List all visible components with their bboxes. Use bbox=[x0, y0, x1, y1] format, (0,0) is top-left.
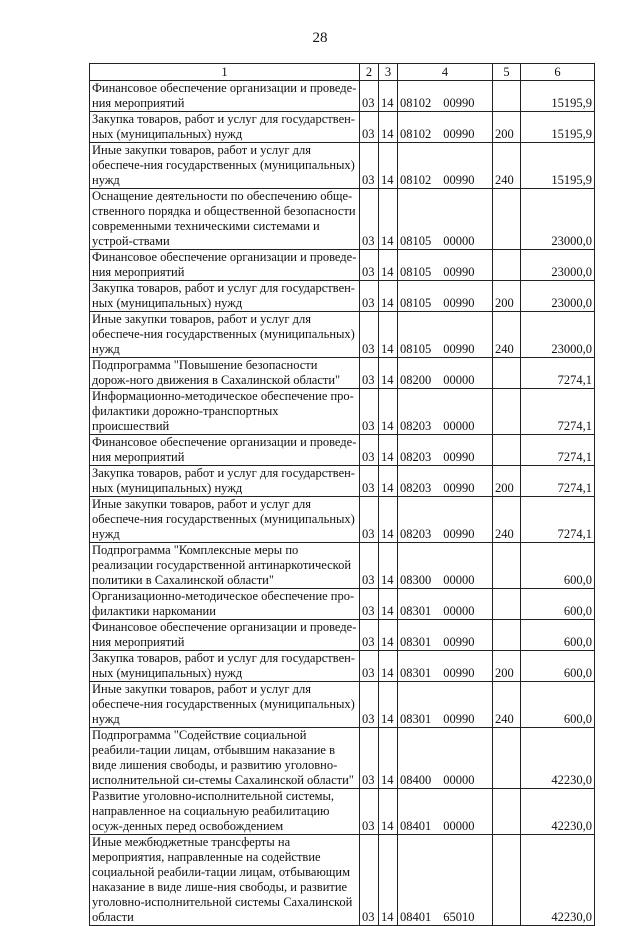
row-name: Иные закупки товаров, работ и услуг для обеспече-ния государственных (муниципальных) нужд bbox=[90, 497, 360, 543]
target-article-code bbox=[398, 358, 493, 389]
target-article-code bbox=[398, 835, 493, 926]
direction-code: 00000 bbox=[443, 573, 475, 587]
expense-type-code: 200 bbox=[493, 281, 521, 312]
row-name: Финансовое обеспечение организации и проведе-ния мероприятий bbox=[90, 81, 360, 112]
section-code: 03 bbox=[360, 250, 379, 281]
section-code: 03 bbox=[360, 620, 379, 651]
table-row bbox=[90, 189, 595, 250]
expense-type-code bbox=[493, 189, 521, 250]
amount: 42230,0 bbox=[521, 835, 595, 926]
program-code: 08203 bbox=[400, 419, 432, 433]
table-row bbox=[90, 312, 595, 358]
column-header-3: 3 bbox=[379, 64, 398, 81]
section-code: 03 bbox=[360, 312, 379, 358]
section-code: 03 bbox=[360, 281, 379, 312]
expense-type-code: 200 bbox=[493, 112, 521, 143]
subsection-code: 14 bbox=[379, 250, 398, 281]
table-row bbox=[90, 728, 595, 789]
expense-type-code bbox=[493, 835, 521, 926]
section-code: 03 bbox=[360, 589, 379, 620]
table-row bbox=[90, 651, 595, 682]
direction-code: 00000 bbox=[443, 234, 475, 248]
target-article-code bbox=[398, 589, 493, 620]
expense-type-code bbox=[493, 358, 521, 389]
amount: 7274,1 bbox=[521, 358, 595, 389]
program-code: 08400 bbox=[400, 773, 432, 787]
amount: 7274,1 bbox=[521, 435, 595, 466]
budget-table bbox=[89, 63, 595, 926]
expense-type-code: 240 bbox=[493, 497, 521, 543]
section-code: 03 bbox=[360, 789, 379, 835]
target-article-code bbox=[398, 435, 493, 466]
table-row bbox=[90, 466, 595, 497]
program-code: 08301 bbox=[400, 712, 432, 726]
subsection-code: 14 bbox=[379, 466, 398, 497]
program-code: 08401 bbox=[400, 910, 432, 924]
row-name: Организационно-методическое обеспечение про-филактики наркомании bbox=[90, 589, 360, 620]
target-article-code bbox=[398, 81, 493, 112]
expense-type-code bbox=[493, 250, 521, 281]
program-code: 08105 bbox=[400, 234, 432, 248]
row-name: Финансовое обеспечение организации и проведе-ния мероприятий bbox=[90, 250, 360, 281]
subsection-code: 14 bbox=[379, 312, 398, 358]
amount: 42230,0 bbox=[521, 789, 595, 835]
amount: 42230,0 bbox=[521, 728, 595, 789]
row-name: Развитие уголовно-исполнительной системы, направленное на социальную реабилитацию осуж-денных перед освобождением bbox=[90, 789, 360, 835]
program-code: 08300 bbox=[400, 573, 432, 587]
program-code: 08105 bbox=[400, 296, 432, 310]
row-name: Финансовое обеспечение организации и проведе-ния мероприятий bbox=[90, 435, 360, 466]
section-code: 03 bbox=[360, 189, 379, 250]
subsection-code: 14 bbox=[379, 497, 398, 543]
subsection-code: 14 bbox=[379, 389, 398, 435]
section-code: 03 bbox=[360, 389, 379, 435]
direction-code: 00000 bbox=[443, 373, 475, 387]
amount: 600,0 bbox=[521, 543, 595, 589]
section-code: 03 bbox=[360, 728, 379, 789]
target-article-code bbox=[398, 789, 493, 835]
amount: 15195,9 bbox=[521, 81, 595, 112]
target-article-code bbox=[398, 250, 493, 281]
target-article-code bbox=[398, 312, 493, 358]
expense-type-code bbox=[493, 435, 521, 466]
direction-code: 00000 bbox=[443, 419, 475, 433]
header-row bbox=[90, 64, 595, 81]
row-name: Оснащение деятельности по обеспечению обще-ственного порядка и общественной безопасности современными техническими системами и устрой-ствами bbox=[90, 189, 360, 250]
expense-type-code bbox=[493, 389, 521, 435]
program-code: 08301 bbox=[400, 635, 432, 649]
subsection-code: 14 bbox=[379, 728, 398, 789]
table-row bbox=[90, 81, 595, 112]
section-code: 03 bbox=[360, 543, 379, 589]
direction-code: 00990 bbox=[443, 635, 475, 649]
section-code: 03 bbox=[360, 81, 379, 112]
target-article-code bbox=[398, 682, 493, 728]
direction-code: 00990 bbox=[443, 127, 475, 141]
section-code: 03 bbox=[360, 143, 379, 189]
subsection-code: 14 bbox=[379, 281, 398, 312]
target-article-code bbox=[398, 497, 493, 543]
section-code: 03 bbox=[360, 112, 379, 143]
page-number: 28 bbox=[312, 30, 328, 46]
subsection-code: 14 bbox=[379, 189, 398, 250]
subsection-code: 14 bbox=[379, 435, 398, 466]
table-row bbox=[90, 435, 595, 466]
table-row bbox=[90, 358, 595, 389]
program-code: 08203 bbox=[400, 481, 432, 495]
program-code: 08301 bbox=[400, 666, 432, 680]
amount: 7274,1 bbox=[521, 466, 595, 497]
program-code: 08401 bbox=[400, 819, 432, 833]
target-article-code bbox=[398, 281, 493, 312]
subsection-code: 14 bbox=[379, 835, 398, 926]
program-code: 08102 bbox=[400, 96, 432, 110]
program-code: 08203 bbox=[400, 450, 432, 464]
table-row bbox=[90, 497, 595, 543]
target-article-code bbox=[398, 466, 493, 497]
column-header-5: 5 bbox=[493, 64, 521, 81]
amount: 600,0 bbox=[521, 682, 595, 728]
target-article-code bbox=[398, 112, 493, 143]
table-row bbox=[90, 250, 595, 281]
section-code: 03 bbox=[360, 835, 379, 926]
target-article-code bbox=[398, 543, 493, 589]
direction-code: 00990 bbox=[443, 296, 475, 310]
row-name: Иные закупки товаров, работ и услуг для обеспече-ния государственных (муниципальных) нужд bbox=[90, 312, 360, 358]
subsection-code: 14 bbox=[379, 81, 398, 112]
column-header-1: 1 bbox=[90, 64, 360, 81]
subsection-code: 14 bbox=[379, 651, 398, 682]
target-article-code bbox=[398, 143, 493, 189]
amount: 7274,1 bbox=[521, 389, 595, 435]
direction-code: 00990 bbox=[443, 527, 475, 541]
row-name: Подпрограмма "Повышение безопасности дорож-ного движения в Сахалинской области" bbox=[90, 358, 360, 389]
direction-code: 00990 bbox=[443, 481, 475, 495]
target-article-code bbox=[398, 389, 493, 435]
direction-code: 00000 bbox=[443, 819, 475, 833]
expense-type-code: 240 bbox=[493, 312, 521, 358]
section-code: 03 bbox=[360, 435, 379, 466]
target-article-code bbox=[398, 620, 493, 651]
direction-code: 00990 bbox=[443, 96, 475, 110]
subsection-code: 14 bbox=[379, 589, 398, 620]
direction-code: 00990 bbox=[443, 712, 475, 726]
amount: 15195,9 bbox=[521, 112, 595, 143]
direction-code: 00990 bbox=[443, 265, 475, 279]
amount: 23000,0 bbox=[521, 250, 595, 281]
amount: 600,0 bbox=[521, 651, 595, 682]
amount: 23000,0 bbox=[521, 312, 595, 358]
table-row bbox=[90, 620, 595, 651]
direction-code: 00990 bbox=[443, 450, 475, 464]
amount: 600,0 bbox=[521, 620, 595, 651]
program-code: 08105 bbox=[400, 265, 432, 279]
row-name: Подпрограмма "Содействие социальной реабили-тации лицам, отбывшим наказание в виде лишения свободы, и развитию уголовно-исполнительной си-стемы Сахалинской области" bbox=[90, 728, 360, 789]
section-code: 03 bbox=[360, 466, 379, 497]
amount: 23000,0 bbox=[521, 189, 595, 250]
amount: 600,0 bbox=[521, 589, 595, 620]
table-row bbox=[90, 112, 595, 143]
row-name: Подпрограмма "Комплексные меры по реализации государственной антинаркотической политики в Сахалинской области" bbox=[90, 543, 360, 589]
column-header-4: 4 bbox=[398, 64, 493, 81]
row-name: Иные закупки товаров, работ и услуг для обеспече-ния государственных (муниципальных) нужд bbox=[90, 682, 360, 728]
expense-type-code: 200 bbox=[493, 651, 521, 682]
direction-code: 00990 bbox=[443, 173, 475, 187]
expense-type-code: 240 bbox=[493, 682, 521, 728]
subsection-code: 14 bbox=[379, 682, 398, 728]
amount: 23000,0 bbox=[521, 281, 595, 312]
table-row bbox=[90, 543, 595, 589]
subsection-code: 14 bbox=[379, 112, 398, 143]
subsection-code: 14 bbox=[379, 789, 398, 835]
subsection-code: 14 bbox=[379, 620, 398, 651]
row-name: Финансовое обеспечение организации и проведе-ния мероприятий bbox=[90, 620, 360, 651]
direction-code: 00000 bbox=[443, 773, 475, 787]
table-row bbox=[90, 389, 595, 435]
row-name: Закупка товаров, работ и услуг для государствен-ных (муниципальных) нужд bbox=[90, 281, 360, 312]
row-name: Иные межбюджетные трансферты на мероприятия, направленные на содействие социальной реабили-тации лицам, отбывающим наказание в виде лише-ния свободы, и развитие уголовно-исполнительной системы Сахалинской области bbox=[90, 835, 360, 926]
section-code: 03 bbox=[360, 497, 379, 543]
subsection-code: 14 bbox=[379, 543, 398, 589]
table-row bbox=[90, 589, 595, 620]
table-row bbox=[90, 143, 595, 189]
column-header-6: 6 bbox=[521, 64, 595, 81]
expense-type-code bbox=[493, 789, 521, 835]
row-name: Закупка товаров, работ и услуг для государствен-ных (муниципальных) нужд bbox=[90, 112, 360, 143]
expense-type-code bbox=[493, 620, 521, 651]
program-code: 08102 bbox=[400, 173, 432, 187]
program-code: 08203 bbox=[400, 527, 432, 541]
table-row bbox=[90, 682, 595, 728]
expense-type-code bbox=[493, 543, 521, 589]
section-code: 03 bbox=[360, 358, 379, 389]
program-code: 08102 bbox=[400, 127, 432, 141]
target-article-code bbox=[398, 651, 493, 682]
row-name: Иные закупки товаров, работ и услуг для обеспече-ния государственных (муниципальных) нужд bbox=[90, 143, 360, 189]
section-code: 03 bbox=[360, 682, 379, 728]
program-code: 08301 bbox=[400, 604, 432, 618]
subsection-code: 14 bbox=[379, 358, 398, 389]
row-name: Информационно-методическое обеспечение про-филактики дорожно-транспортных происшествий bbox=[90, 389, 360, 435]
expense-type-code bbox=[493, 589, 521, 620]
target-article-code bbox=[398, 728, 493, 789]
table-row bbox=[90, 835, 595, 926]
column-header-2: 2 bbox=[360, 64, 379, 81]
expense-type-code: 200 bbox=[493, 466, 521, 497]
direction-code: 00990 bbox=[443, 342, 475, 356]
direction-code: 00000 bbox=[443, 604, 475, 618]
amount: 15195,9 bbox=[521, 143, 595, 189]
amount: 7274,1 bbox=[521, 497, 595, 543]
expense-type-code bbox=[493, 81, 521, 112]
subsection-code: 14 bbox=[379, 143, 398, 189]
expense-type-code: 240 bbox=[493, 143, 521, 189]
row-name: Закупка товаров, работ и услуг для государствен-ных (муниципальных) нужд bbox=[90, 466, 360, 497]
direction-code: 65010 bbox=[443, 910, 475, 924]
program-code: 08200 bbox=[400, 373, 432, 387]
row-name: Закупка товаров, работ и услуг для государствен-ных (муниципальных) нужд bbox=[90, 651, 360, 682]
expense-type-code bbox=[493, 728, 521, 789]
section-code: 03 bbox=[360, 651, 379, 682]
target-article-code bbox=[398, 189, 493, 250]
table-row bbox=[90, 789, 595, 835]
table-row bbox=[90, 281, 595, 312]
direction-code: 00990 bbox=[443, 666, 475, 680]
program-code: 08105 bbox=[400, 342, 432, 356]
